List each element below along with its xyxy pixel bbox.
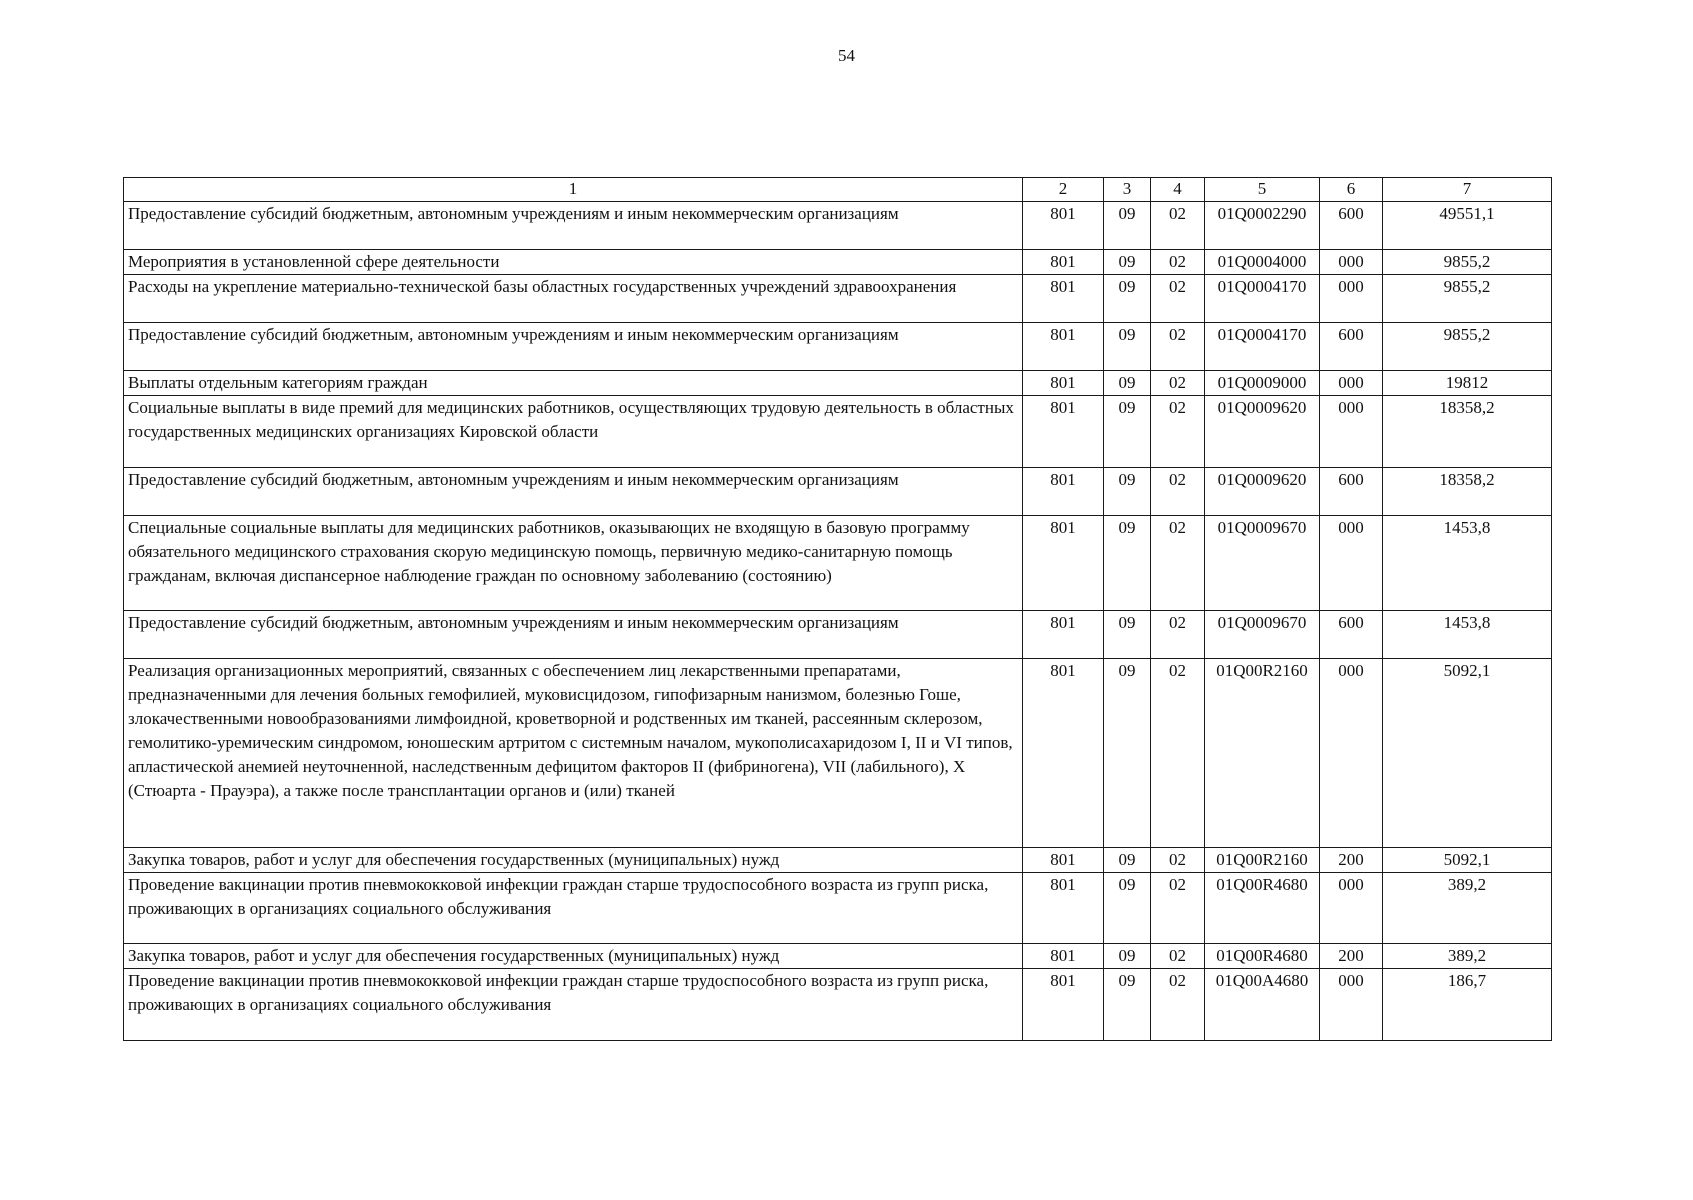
row-expense-type: 600	[1320, 323, 1383, 371]
row-name: Закупка товаров, работ и услуг для обеспечения государственных (муниципальных) нужд	[124, 944, 1023, 969]
table-row	[124, 396, 1552, 468]
row-target-article: 01Q00R4680	[1205, 944, 1320, 969]
row-subsection: 02	[1151, 371, 1205, 396]
table-row	[124, 467, 1552, 515]
row-target-article: 01Q0009620	[1205, 467, 1320, 515]
row-amount: 389,2	[1383, 944, 1552, 969]
row-amount: 5092,1	[1383, 658, 1552, 847]
table-row	[124, 658, 1552, 847]
row-name: Проведение вакцинации против пневмококковой инфекции граждан старше трудоспособного возраста из групп риска, проживающих в организациях социального обслуживания	[124, 872, 1023, 944]
row-section: 09	[1104, 202, 1151, 250]
row-subsection: 02	[1151, 872, 1205, 944]
row-name: Выплаты отдельным категориям граждан	[124, 371, 1023, 396]
row-target-article: 01Q0009670	[1205, 610, 1320, 658]
row-section: 09	[1104, 371, 1151, 396]
row-section: 09	[1104, 944, 1151, 969]
row-subsection: 02	[1151, 250, 1205, 275]
row-section: 09	[1104, 610, 1151, 658]
row-target-article: 01Q00A4680	[1205, 969, 1320, 1041]
row-subsection: 02	[1151, 275, 1205, 323]
header-col-5: 5	[1205, 178, 1320, 202]
row-name: Предоставление субсидий бюджетным, автономным учреждениям и иным некоммерческим организациям	[124, 323, 1023, 371]
row-amount: 18358,2	[1383, 467, 1552, 515]
row-name: Реализация организационных мероприятий, связанных с обеспечением лиц лекарственными препаратами, предназначенными для лечения больных гемофилией, муковисцидозом, гипофизарным нанизмом, болезнью Гоше, злокачественными новообразованиями лимфоидной, кроветворной и родственных им тканей, рассеянным склерозом, гемолитико-уремическим синдромом, юношеским артритом с системным началом, мукополисахаридозом I, II и VI типов, апластической анемией неуточненной, наследственным дефицитом факторов II (фибриногена), VII (лабильного), X (Стюарта - Прауэра), а также после трансплантации органов и (или) тканей	[124, 658, 1023, 847]
row-amount: 9855,2	[1383, 323, 1552, 371]
table-row	[124, 969, 1552, 1041]
row-name: Закупка товаров, работ и услуг для обеспечения государственных (муниципальных) нужд	[124, 847, 1023, 872]
row-amount: 19812	[1383, 371, 1552, 396]
row-subsection: 02	[1151, 847, 1205, 872]
budget-table	[123, 177, 1552, 1041]
row-amount: 18358,2	[1383, 396, 1552, 468]
row-name: Расходы на укрепление материально-технической базы областных государственных учреждений здравоохранения	[124, 275, 1023, 323]
table-row	[124, 250, 1552, 275]
table-row	[124, 371, 1552, 396]
row-expense-type: 000	[1320, 658, 1383, 847]
row-subsection: 02	[1151, 515, 1205, 610]
header-col-7: 7	[1383, 178, 1552, 202]
table-row	[124, 202, 1552, 250]
row-code-801: 801	[1023, 250, 1104, 275]
row-section: 09	[1104, 847, 1151, 872]
row-section: 09	[1104, 872, 1151, 944]
row-expense-type: 600	[1320, 610, 1383, 658]
table-row	[124, 515, 1552, 610]
row-code-801: 801	[1023, 323, 1104, 371]
row-section: 09	[1104, 396, 1151, 468]
row-amount: 5092,1	[1383, 847, 1552, 872]
header-row	[124, 178, 1552, 202]
row-subsection: 02	[1151, 323, 1205, 371]
row-code-801: 801	[1023, 275, 1104, 323]
row-subsection: 02	[1151, 202, 1205, 250]
row-section: 09	[1104, 250, 1151, 275]
row-amount: 49551,1	[1383, 202, 1552, 250]
row-section: 09	[1104, 323, 1151, 371]
row-code-801: 801	[1023, 371, 1104, 396]
row-amount: 186,7	[1383, 969, 1552, 1041]
row-section: 09	[1104, 969, 1151, 1041]
row-subsection: 02	[1151, 969, 1205, 1041]
table-body	[124, 202, 1552, 1041]
table-row	[124, 275, 1552, 323]
row-target-article: 01Q0004170	[1205, 323, 1320, 371]
row-target-article: 01Q0009000	[1205, 371, 1320, 396]
row-subsection: 02	[1151, 944, 1205, 969]
row-amount: 9855,2	[1383, 275, 1552, 323]
row-target-article: 01Q0009620	[1205, 396, 1320, 468]
row-section: 09	[1104, 658, 1151, 847]
row-target-article: 01Q0004000	[1205, 250, 1320, 275]
table-row	[124, 323, 1552, 371]
header-col-2: 2	[1023, 178, 1104, 202]
row-target-article: 01Q00R4680	[1205, 872, 1320, 944]
row-target-article: 01Q00R2160	[1205, 658, 1320, 847]
row-expense-type: 000	[1320, 275, 1383, 323]
row-subsection: 02	[1151, 467, 1205, 515]
row-subsection: 02	[1151, 396, 1205, 468]
table-row	[124, 944, 1552, 969]
row-code-801: 801	[1023, 610, 1104, 658]
row-expense-type: 200	[1320, 944, 1383, 969]
header-col-4: 4	[1151, 178, 1205, 202]
row-code-801: 801	[1023, 396, 1104, 468]
row-amount: 1453,8	[1383, 515, 1552, 610]
row-expense-type: 000	[1320, 872, 1383, 944]
row-code-801: 801	[1023, 658, 1104, 847]
row-expense-type: 000	[1320, 969, 1383, 1041]
row-name: Социальные выплаты в виде премий для медицинских работников, осуществляющих трудовую деятельность в областных государственных медицинских организациях Кировской области	[124, 396, 1023, 468]
row-amount: 9855,2	[1383, 250, 1552, 275]
row-expense-type: 000	[1320, 371, 1383, 396]
row-name: Специальные социальные выплаты для медицинских работников, оказывающих не входящую в базовую программу обязательного медицинского страхования скорую медицинскую помощь, первичную медико-санитарную помощь гражданам, включая диспансерное наблюдение граждан по основному заболеванию (состоянию)	[124, 515, 1023, 610]
row-name: Проведение вакцинации против пневмококковой инфекции граждан старше трудоспособного возраста из групп риска, проживающих в организациях социального обслуживания	[124, 969, 1023, 1041]
header-col-3: 3	[1104, 178, 1151, 202]
row-expense-type: 000	[1320, 396, 1383, 468]
row-subsection: 02	[1151, 610, 1205, 658]
row-name: Мероприятия в установленной сфере деятельности	[124, 250, 1023, 275]
row-code-801: 801	[1023, 467, 1104, 515]
row-expense-type: 000	[1320, 515, 1383, 610]
table-row	[124, 847, 1552, 872]
row-target-article: 01Q0002290	[1205, 202, 1320, 250]
header-col-1: 1	[124, 178, 1023, 202]
row-code-801: 801	[1023, 872, 1104, 944]
row-target-article: 01Q0009670	[1205, 515, 1320, 610]
row-expense-type: 200	[1320, 847, 1383, 872]
row-target-article: 01Q00R2160	[1205, 847, 1320, 872]
row-section: 09	[1104, 515, 1151, 610]
header-col-6: 6	[1320, 178, 1383, 202]
row-name: Предоставление субсидий бюджетным, автономным учреждениям и иным некоммерческим организациям	[124, 610, 1023, 658]
row-code-801: 801	[1023, 847, 1104, 872]
row-amount: 1453,8	[1383, 610, 1552, 658]
row-subsection: 02	[1151, 658, 1205, 847]
row-target-article: 01Q0004170	[1205, 275, 1320, 323]
row-code-801: 801	[1023, 515, 1104, 610]
row-section: 09	[1104, 275, 1151, 323]
row-code-801: 801	[1023, 944, 1104, 969]
row-name: Предоставление субсидий бюджетным, автономным учреждениям и иным некоммерческим организациям	[124, 467, 1023, 515]
row-expense-type: 600	[1320, 202, 1383, 250]
row-section: 09	[1104, 467, 1151, 515]
row-amount: 389,2	[1383, 872, 1552, 944]
row-expense-type: 600	[1320, 467, 1383, 515]
row-expense-type: 000	[1320, 250, 1383, 275]
table-header	[124, 178, 1552, 202]
row-code-801: 801	[1023, 202, 1104, 250]
row-name: Предоставление субсидий бюджетным, автономным учреждениям и иным некоммерческим организациям	[124, 202, 1023, 250]
table-row	[124, 872, 1552, 944]
page-number: 54	[838, 46, 855, 65]
row-code-801: 801	[1023, 969, 1104, 1041]
table-row	[124, 610, 1552, 658]
